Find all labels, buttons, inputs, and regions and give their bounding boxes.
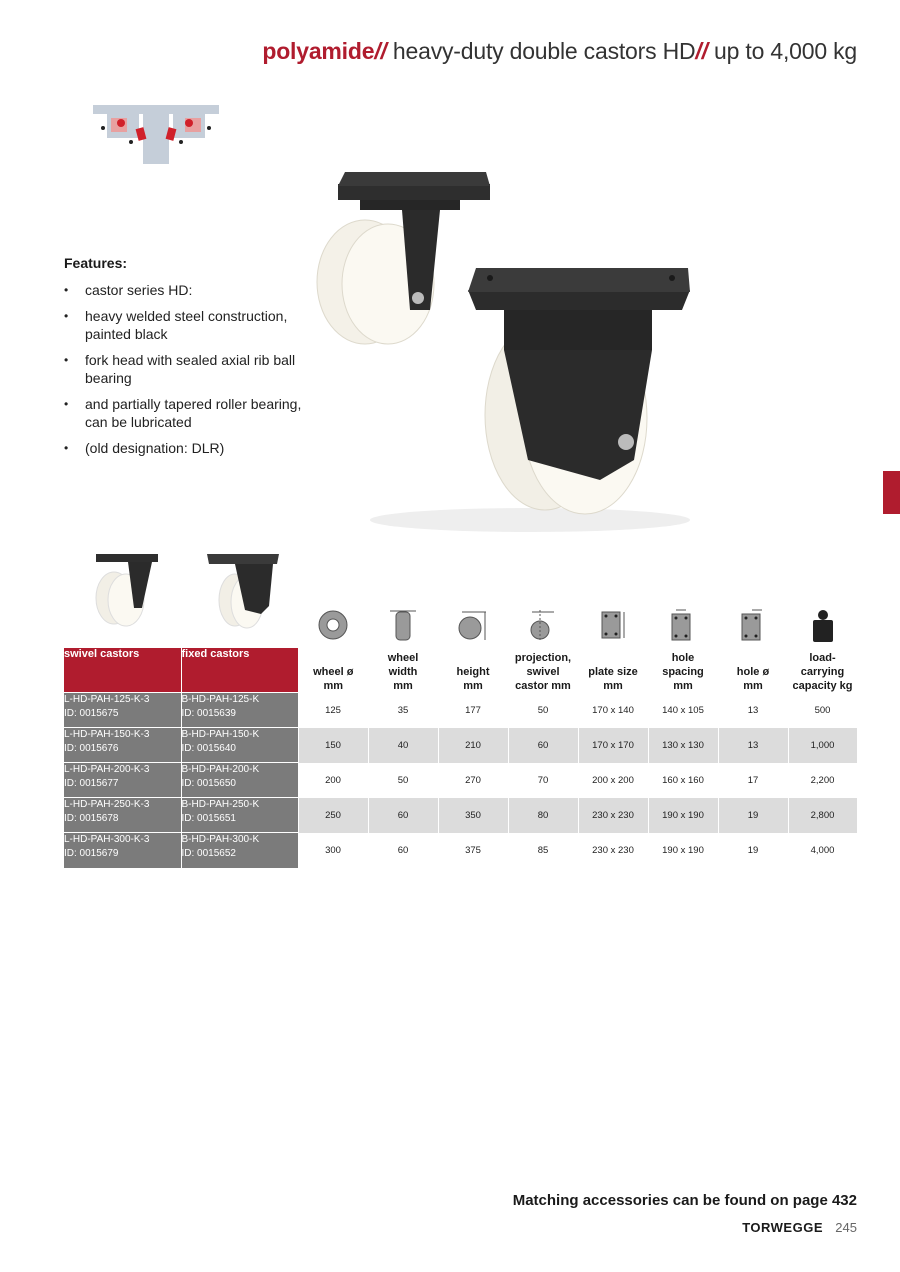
table-cell: 13 (718, 693, 788, 728)
table-cell: 160 x 160 (648, 763, 718, 798)
table-cell: 2,800 (788, 798, 857, 833)
load-weight-icon (810, 608, 836, 649)
table-cell: 250 (298, 798, 368, 833)
table-cell: 300 (298, 833, 368, 868)
table-cell: 140 x 105 (648, 693, 718, 728)
column-header: wheel ø mm (313, 665, 354, 692)
table-cell: 2,200 (788, 763, 857, 798)
table-cell: 190 x 190 (648, 798, 718, 833)
feature-item: • (old designation: DLR) (64, 439, 314, 457)
table-header-row (64, 648, 857, 693)
swivel-article: L-HD-PAH-250-K-3 ID: 0015678 (64, 798, 181, 833)
feature-item: • fork head with sealed axial rib ball bearing (64, 351, 314, 387)
brand-logo: TORWEGGE (742, 1220, 823, 1235)
wheel-width-icon (388, 608, 418, 647)
table-cell: 17 (718, 763, 788, 798)
plate-size-icon (598, 608, 628, 647)
castor-product-image (290, 160, 710, 545)
bearing-diagram-icon (93, 100, 219, 171)
table-cell: 1,000 (788, 728, 857, 763)
projection-icon (526, 608, 558, 647)
accessories-note: Matching accessories can be found on page 432 (512, 1192, 857, 1209)
column-header: projection, swivel castor mm (514, 651, 572, 692)
features-heading: Features: (64, 255, 128, 271)
table-cell: 19 (718, 798, 788, 833)
table-cell: 210 (438, 728, 508, 763)
height-icon (456, 608, 488, 647)
table-cell: 80 (508, 798, 578, 833)
feature-item: • heavy welded steel construction, painted black (64, 307, 314, 343)
table-cell: 40 (368, 728, 438, 763)
fixed-article: B-HD-PAH-250-K ID: 0015651 (181, 798, 298, 833)
table-cell: 350 (438, 798, 508, 833)
features-list (64, 281, 314, 457)
table-cell: 130 x 130 (648, 728, 718, 763)
table-row (64, 728, 857, 763)
swivel-article: L-HD-PAH-125-K-3 ID: 0015675 (64, 693, 181, 728)
table-cell: 70 (508, 763, 578, 798)
table-cell: 500 (788, 693, 857, 728)
table-cell: 170 x 140 (578, 693, 648, 728)
table-cell: 200 x 200 (578, 763, 648, 798)
table-row (64, 693, 857, 728)
swivel-castor-thumbnail (90, 550, 162, 637)
table-cell: 85 (508, 833, 578, 868)
column-header: wheel width mm (387, 651, 419, 692)
fixed-article: B-HD-PAH-200-K ID: 0015650 (181, 763, 298, 798)
table-cell: 50 (368, 763, 438, 798)
swivel-article: L-HD-PAH-200-K-3 ID: 0015677 (64, 763, 181, 798)
wheel-diameter-icon (316, 608, 350, 647)
fixed-article: B-HD-PAH-150-K ID: 0015640 (181, 728, 298, 763)
swivel-article: L-HD-PAH-150-K-3 ID: 0015676 (64, 728, 181, 763)
hole-spacing-icon (668, 608, 698, 647)
fixed-article: B-HD-PAH-300-K ID: 0015652 (181, 833, 298, 868)
fixed-castors-header: fixed castors (181, 648, 298, 693)
swivel-article: L-HD-PAH-300-K-3 ID: 0015679 (64, 833, 181, 868)
table-cell: 19 (718, 833, 788, 868)
table-cell: 13 (718, 728, 788, 763)
table-cell: 375 (438, 833, 508, 868)
column-header: height mm (456, 665, 490, 692)
table-cell: 60 (368, 833, 438, 868)
table-cell: 150 (298, 728, 368, 763)
table-cell: 200 (298, 763, 368, 798)
fixed-castor-thumbnail (205, 550, 281, 637)
table-cell: 60 (368, 798, 438, 833)
spec-table (64, 648, 858, 868)
table-cell: 177 (438, 693, 508, 728)
page-title (262, 38, 857, 65)
table-cell: 4,000 (788, 833, 857, 868)
feature-item: • and partially tapered roller bearing, can be lubricated (64, 395, 314, 431)
table-cell: 125 (298, 693, 368, 728)
features-section (64, 255, 314, 465)
swivel-castors-header: swivel castors (64, 648, 181, 693)
table-row (64, 833, 857, 868)
column-header: hole ø mm (736, 665, 770, 692)
table-cell: 230 x 230 (578, 833, 648, 868)
table-row (64, 798, 857, 833)
column-header: hole spacing mm (662, 651, 704, 692)
title-separator: // (374, 38, 387, 64)
column-header: plate size mm (588, 665, 638, 692)
table-cell: 50 (508, 693, 578, 728)
table-cell: 60 (508, 728, 578, 763)
title-subtitle: heavy-duty double castors HD (392, 38, 696, 64)
table-cell: 35 (368, 693, 438, 728)
table-row (64, 763, 857, 798)
table-cell: 230 x 230 (578, 798, 648, 833)
table-cell: 270 (438, 763, 508, 798)
title-material: polyamide (262, 38, 375, 64)
column-header: load- carrying capacity kg (792, 651, 853, 692)
fixed-article: B-HD-PAH-125-K ID: 0015639 (181, 693, 298, 728)
feature-item: • castor series HD: (64, 281, 314, 299)
title-separator: // (695, 38, 708, 64)
page-number: 245 (835, 1220, 857, 1235)
table-cell: 170 x 170 (578, 728, 648, 763)
table-cell: 190 x 190 (648, 833, 718, 868)
hole-diameter-icon (738, 608, 768, 647)
section-tab (883, 471, 900, 514)
title-capacity: up to 4,000 kg (714, 38, 857, 64)
